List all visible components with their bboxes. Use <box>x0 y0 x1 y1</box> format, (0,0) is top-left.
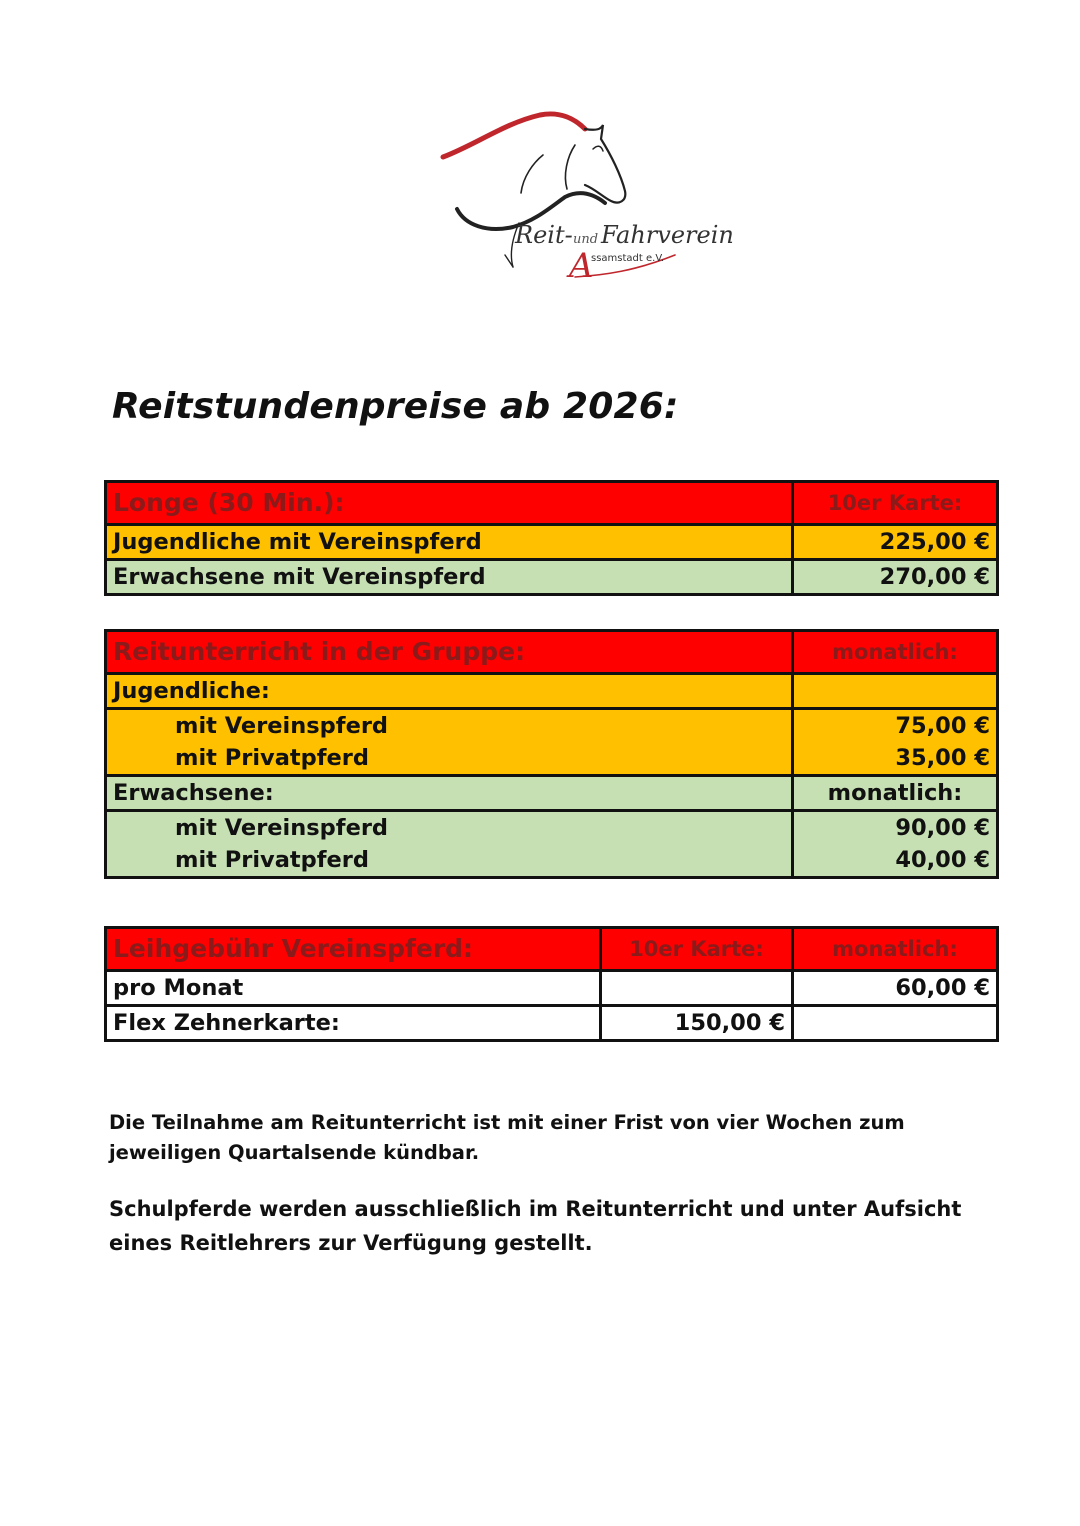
table-header-row <box>106 928 998 971</box>
table-row <box>106 844 998 878</box>
adult-section-label: Erwachsene: <box>106 776 793 811</box>
club-logo <box>435 105 734 286</box>
row-value: 90,00 € <box>793 811 998 845</box>
adult-section-col: monatlich: <box>793 776 998 811</box>
page-title: Reitstundenpreise ab 2026: <box>112 386 679 427</box>
group-header-label: Reitunterricht in der Gruppe: <box>106 631 793 674</box>
row-value: 75,00 € <box>793 709 998 743</box>
row-label: mit Privatpferd <box>106 742 793 776</box>
logo-initial-a: A <box>569 246 594 286</box>
rental-header-label: Leihgebühr Vereinspferd: <box>106 928 601 971</box>
table-row <box>106 971 998 1006</box>
table-row <box>106 525 998 560</box>
empty-cell <box>793 674 998 709</box>
table-row <box>106 742 998 776</box>
school-horse-note: Schulpferde werden ausschließlich im Reitunterricht und unter Aufsicht eines Reitlehrers zur Verfügung gestellt. <box>109 1197 962 1255</box>
table-header-row <box>106 482 998 525</box>
logo-text-fahrverein: Fahrverein <box>601 221 734 249</box>
row-value: 270,00 € <box>793 560 998 595</box>
longe-header-label: Longe (30 Min.): <box>106 482 793 525</box>
table-row <box>106 1006 998 1041</box>
group-lesson-price-table <box>104 629 999 879</box>
row-karte: 150,00 € <box>601 1006 793 1041</box>
rental-fee-table <box>104 926 999 1042</box>
row-label: mit Vereinspferd <box>106 811 793 845</box>
logo-text-reit: Reit- <box>515 221 573 249</box>
logo-text-assamstadt: ssamstadt e.V. <box>591 253 665 264</box>
row-monat: 60,00 € <box>793 971 998 1006</box>
longe-header-col: 10er Karte: <box>793 482 998 525</box>
row-label: mit Privatpferd <box>106 844 793 878</box>
table-row <box>106 811 998 845</box>
group-header-col: monatlich: <box>793 631 998 674</box>
rental-header-col1: 10er Karte: <box>601 928 793 971</box>
row-label: mit Vereinspferd <box>106 709 793 743</box>
row-label: pro Monat <box>106 971 601 1006</box>
table-row <box>106 776 998 811</box>
row-value: 40,00 € <box>793 844 998 878</box>
table-header-row <box>106 631 998 674</box>
rental-header-col2: monatlich: <box>793 928 998 971</box>
row-value: 225,00 € <box>793 525 998 560</box>
logo-text-und: und <box>573 232 599 247</box>
longe-price-table <box>104 480 999 596</box>
table-row <box>106 560 998 595</box>
table-row <box>106 674 998 709</box>
row-monat <box>793 1006 998 1041</box>
row-label: Erwachsene mit Vereinspferd <box>106 560 793 595</box>
row-label: Jugendliche mit Vereinspferd <box>106 525 793 560</box>
youth-section-label: Jugendliche: <box>106 674 793 709</box>
row-karte <box>601 971 793 1006</box>
table-row <box>106 709 998 743</box>
cancellation-note: Die Teilnahme am Reitunterricht ist mit einer Frist von vier Wochen zum jeweiligen Quartalsende kündbar. <box>109 1111 905 1164</box>
row-value: 35,00 € <box>793 742 998 776</box>
row-label: Flex Zehnerkarte: <box>106 1006 601 1041</box>
